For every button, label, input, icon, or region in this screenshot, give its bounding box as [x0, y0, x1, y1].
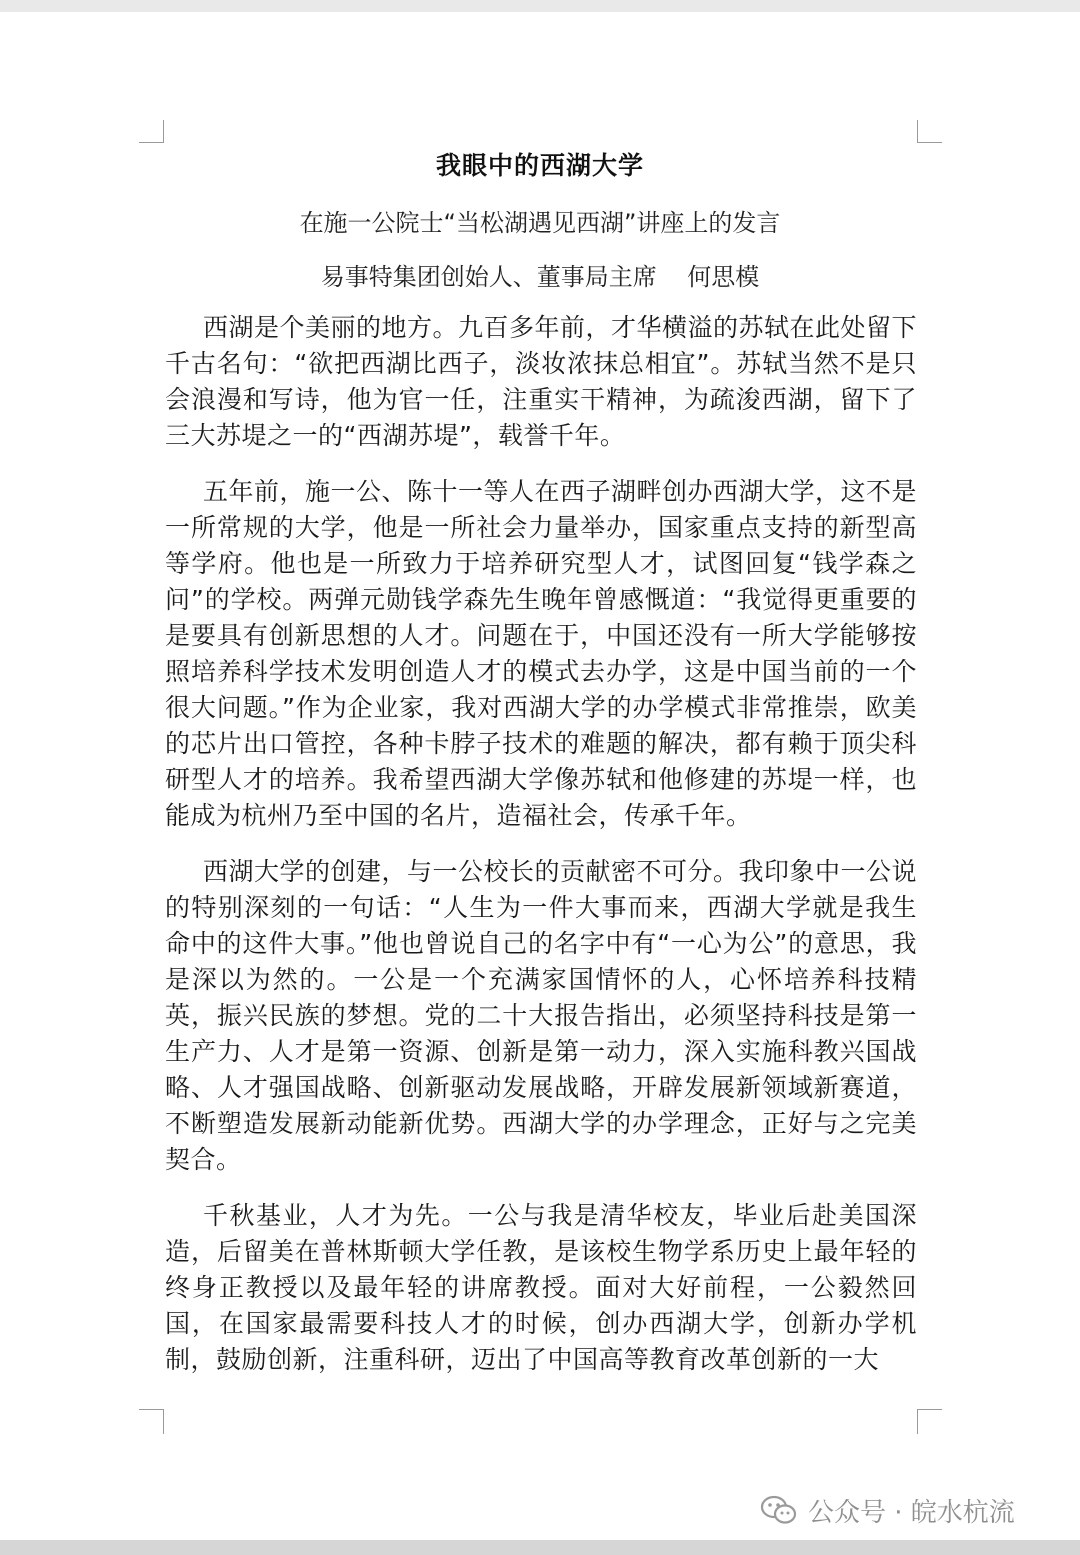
document-body	[165, 310, 917, 1398]
document-title: 我眼中的西湖大学	[435, 151, 644, 180]
watermark	[760, 1490, 1015, 1530]
crop-mark-top-right	[917, 120, 942, 143]
viewer-bottom-band	[0, 1540, 1080, 1555]
paragraph: 西湖是个美丽的地方。九百多年前，才华横溢的苏轼在此处留下千古名句：“欲把西湖比西子，淡妆浓抹总相宜”。苏轼当然不是只会浪漫和写诗，他为官一任，注重实干精神，为疏浚西湖，留下了三大苏堤之一的“西湖苏堤”，载誉千年。	[165, 313, 918, 450]
author-line: 易事特集团创始人、董事局主席 何思模	[320, 263, 760, 291]
crop-mark-top-left	[139, 120, 164, 143]
paragraph: 西湖大学的创建，与一公校长的贡献密不可分。我印象中一公说的特别深刻的一句话：“人生为一件大事而来，西湖大学就是我生命中的这件大事。”他也曾说自己的名字中有“一心为公”的意思，我是深以为然的。一公是一个充满家国情怀的人，心怀培养科技精英，振兴民族的梦想。党的二十大报告指出，必须坚持科技是第一生产力、人才是第一资源、创新是第一动力，深入实施科教兴国战略、人才强国战略、创新驱动发展战略，开辟发展新领域新赛道，不断塑造发展新动能新优势。西湖大学的办学理念，正好与之完美契合。	[165, 857, 918, 1174]
crop-mark-bottom-left	[139, 1409, 164, 1434]
crop-mark-bottom-right	[917, 1409, 942, 1434]
paragraph: 千秋基业，人才为先。一公与我是清华校友，毕业后赴美国深造，后留美在普林斯顿大学任教，是该校生物学系历史上最年轻的终身正教授以及最年轻的讲席教授。面对大好前程，一公毅然回国，在国家最需要科技人才的时候，创办西湖大学，创新办学机制，鼓励创新，注重科研，迈出了中国高等教育改革创新的一大	[165, 1201, 917, 1374]
watermark-text: 公众号 · 皖水杭流	[808, 1497, 1015, 1528]
viewer-top-band	[0, 0, 1080, 12]
wechat-icon	[760, 1494, 798, 1526]
paragraph: 五年前，施一公、陈十一等人在西子湖畔创办西湖大学，这不是一所常规的大学，他是一所社会力量举办，国家重点支持的新型高等学府。他也是一所致力于培养研究型人才，试图回复“钱学森之问”的学校。两弹元勋钱学森先生晚年曾感慨道：“我觉得更重要的是要具有创新思想的人才。问题在于，中国还没有一所大学能够按照培养科学技术发明创造人才的模式去办学，这是中国当前的一个很大问题。”作为企业家，我对西湖大学的办学模式非常推崇，欧美的芯片出口管控，各种卡脖子技术的难题的解决，都有赖于顶尖科研型人才的培养。我希望西湖大学像苏轼和他修建的苏堤一样，也能成为杭州乃至中国的名片，造福社会，传承千年。	[165, 477, 918, 830]
document-subtitle: 在施一公院士“当松湖遇见西湖”讲座上的发言	[299, 209, 781, 237]
